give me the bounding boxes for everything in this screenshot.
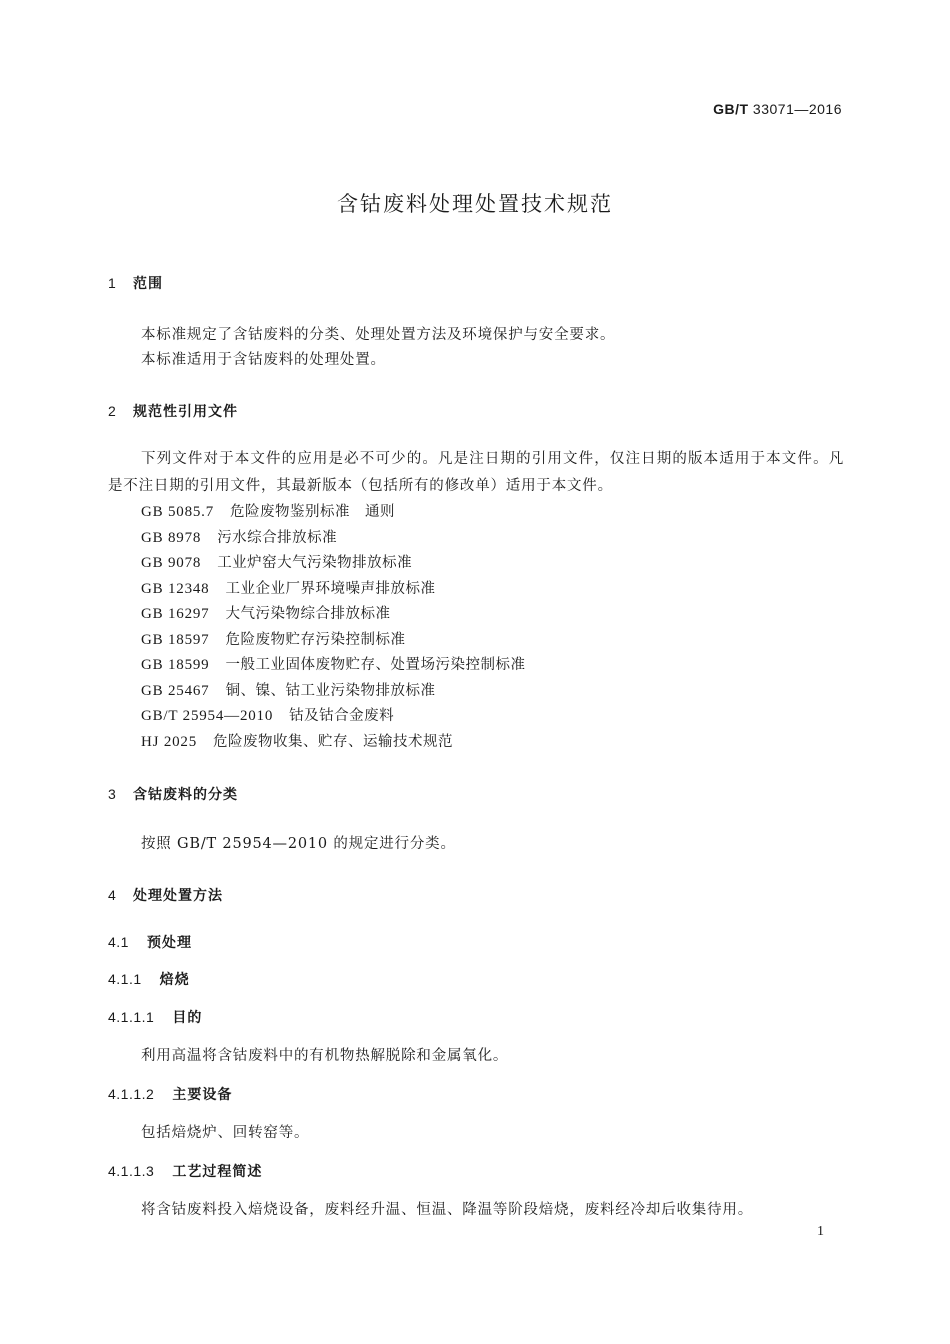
subsection-heading-4-1-1-1	[108, 1007, 202, 1027]
document-title: 含钴废料处理处置技术规范	[337, 192, 613, 216]
reference-code: GB 9078	[141, 555, 202, 571]
reference-item	[141, 730, 453, 751]
subsection-title: 主要设备	[172, 1087, 233, 1103]
references-intro: 下列文件对于本文件的应用是必不可少的。凡是注日期的引用文件，仅注日期的版本适用于本文件。凡是不注日期的引用文件，其最新版本（包括所有的修改单）适用于本文件。	[108, 451, 844, 494]
reference-name: 铜、镍、钴工业污染物排放标准	[225, 682, 436, 699]
reference-item	[141, 602, 391, 623]
reference-code: GB/T 25954—2010	[141, 708, 274, 724]
section-heading-2	[108, 401, 238, 421]
subsection-title: 目的	[172, 1010, 203, 1026]
subsection-number: 4.1.1.2	[108, 1086, 155, 1102]
equipment-paragraph: 包括焙烧炉、回转窑等。	[141, 1125, 310, 1141]
subsection-number: 4.1.1.1	[108, 1009, 155, 1025]
subsection-number: 4.1.1	[108, 971, 142, 987]
subsection-title: 预处理	[146, 935, 192, 951]
standard-number	[713, 101, 842, 117]
page-number: 1	[817, 1224, 824, 1239]
section-number: 3	[108, 786, 117, 802]
section-heading-4	[108, 885, 223, 905]
section-number: 2	[108, 403, 117, 419]
reference-name: 危险废物鉴别标准 通则	[230, 504, 396, 520]
section-title: 含钴废料的分类	[133, 787, 238, 803]
reference-name: 危险废物贮存污染控制标准	[225, 631, 406, 648]
reference-item	[141, 551, 412, 572]
reference-code: GB 5085.7	[141, 504, 215, 520]
reference-code: GB 12348	[141, 580, 210, 597]
section-number: 4	[108, 887, 117, 903]
reference-name: 危险废物收集、贮存、运输技术规范	[213, 733, 454, 750]
section-title: 处理处置方法	[133, 888, 223, 904]
reference-item	[141, 653, 526, 674]
standard-code: 33071—2016	[752, 101, 842, 117]
reference-name: 工业炉窑大气污染物排放标准	[217, 555, 413, 571]
subsection-title: 工艺过程简述	[172, 1164, 263, 1180]
scope-paragraph-2: 本标准适用于含钴废料的处理处置。	[141, 352, 386, 368]
reference-code: GB 16297	[141, 606, 210, 622]
scope-paragraph-1: 本标准规定了含钴废料的分类、处理处置方法及环境保护与安全要求。	[141, 327, 616, 343]
reference-code: HJ 2025	[141, 733, 198, 750]
section-title: 范围	[133, 276, 163, 292]
classification-paragraph: 按照 GB/T 25954—2010 的规定进行分类。	[141, 836, 456, 852]
purpose-paragraph: 利用高温将含钴废料中的有机物热解脱除和金属氧化。	[141, 1048, 509, 1064]
section-number: 1	[108, 275, 117, 291]
subsection-heading-4-1-1-3	[108, 1161, 262, 1181]
reference-code: GB 18599	[141, 657, 210, 673]
reference-name: 工业企业厂界环境噪声排放标准	[225, 580, 436, 597]
subsection-number: 4.1.1.3	[108, 1163, 155, 1179]
reference-code: GB 18597	[141, 631, 210, 648]
reference-name: 一般工业固体废物贮存、处置场污染控制标准	[225, 657, 526, 673]
reference-item	[141, 679, 436, 700]
reference-item	[141, 577, 436, 598]
section-title: 规范性引用文件	[133, 404, 238, 420]
reference-name: 钴及钴合金废料	[289, 708, 395, 724]
standard-prefix: GB/T	[713, 101, 749, 117]
section-heading-1	[108, 273, 163, 293]
section-heading-3	[108, 784, 238, 804]
subsection-title: 焙烧	[159, 972, 190, 988]
process-paragraph: 将含钴废料投入焙烧设备，废料经升温、恒温、降温等阶段焙烧，废料经冷却后收集待用。	[141, 1202, 753, 1218]
subsection-heading-4-1-1-2	[108, 1084, 232, 1104]
subsection-heading-4-1-1	[108, 969, 190, 989]
reference-item	[141, 628, 406, 649]
subsection-number: 4.1	[108, 934, 129, 950]
subsection-heading-4-1	[108, 932, 192, 952]
reference-item	[141, 704, 394, 725]
reference-code: GB 8978	[141, 529, 202, 546]
reference-item	[141, 526, 337, 547]
reference-item	[141, 500, 395, 521]
reference-name: 污水综合排放标准	[217, 529, 338, 546]
reference-code: GB 25467	[141, 682, 210, 699]
reference-name: 大气污染物综合排放标准	[225, 606, 391, 622]
